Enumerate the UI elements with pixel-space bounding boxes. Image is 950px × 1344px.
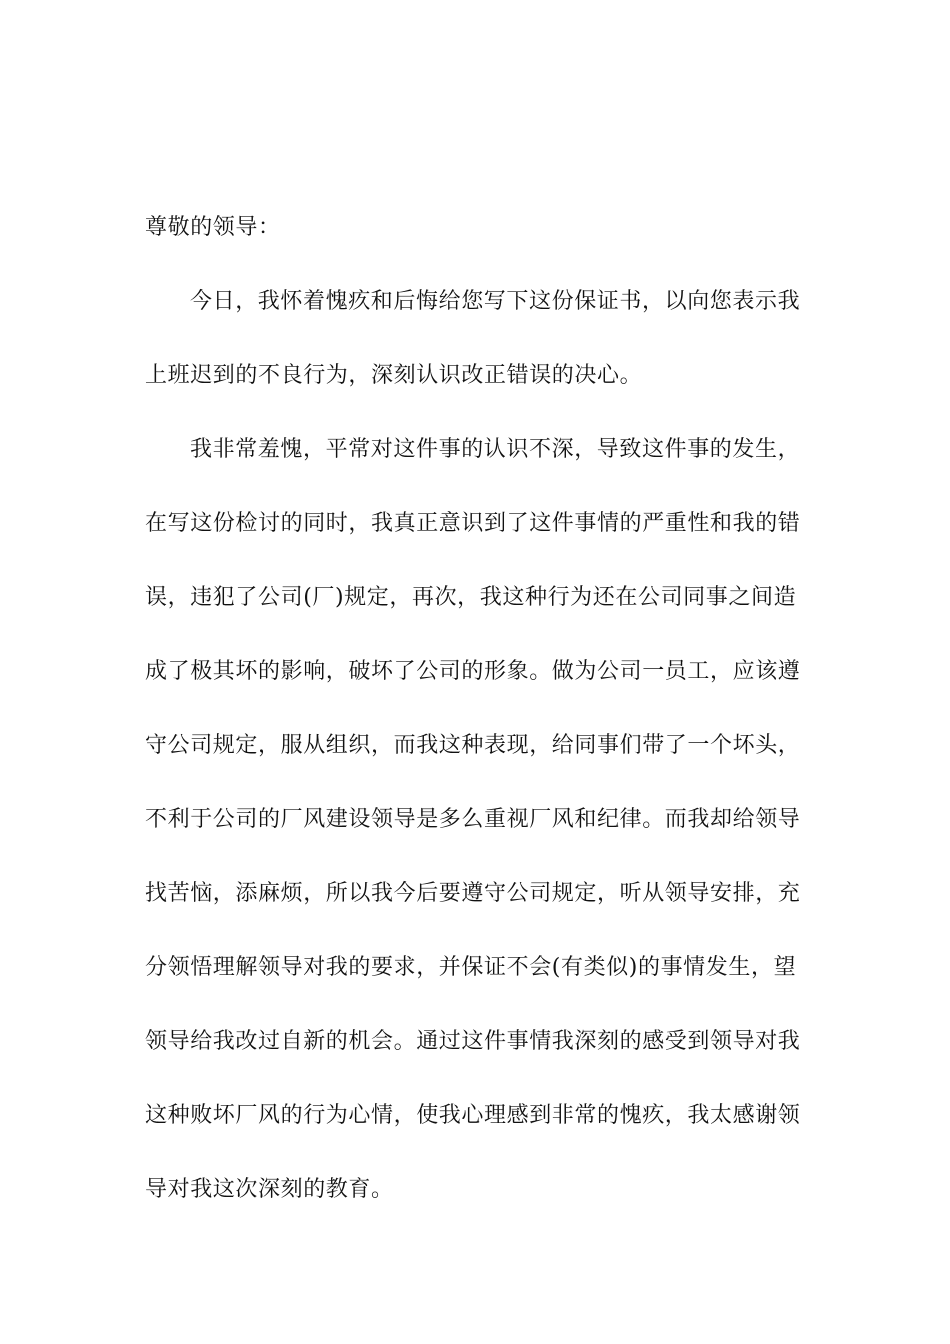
paragraph-2-line-3: 误，违犯了公司(厂)规定，再次，我这种行为还在公司同事之间造 [145, 585, 797, 610]
paragraph-2-line-8: 分领悟理解领导对我的要求，并保证不会(有类似)的事情发生，望 [145, 955, 797, 980]
salutation: 尊敬的领导： [145, 215, 281, 240]
paragraph-2-line-11: 导对我这次深刻的教育。 [145, 1177, 394, 1202]
paragraph-1-line-2: 上班迟到的不良行为，深刻认识改正错误的决心。 [145, 363, 643, 388]
paragraph-2-line-6: 不利于公司的厂风建设领导是多么重视厂风和纪律。而我却给领导 [145, 807, 801, 832]
paragraph-2-line-9: 领导给我改过自新的机会。通过这件事情我深刻的感受到领导对我 [145, 1029, 801, 1054]
paragraph-2-line-4: 成了极其坏的影响，破坏了公司的形象。做为公司一员工，应该遵 [145, 659, 801, 684]
paragraph-2-line-10: 这种败坏厂风的行为心情，使我心理感到非常的愧疚，我太感谢领 [145, 1103, 801, 1128]
paragraph-2-line-2: 在写这份检讨的同时，我真正意识到了这件事情的严重性和我的错 [145, 511, 801, 536]
paragraph-2-line-5: 守公司规定，服从组织，而我这种表现，给同事们带了一个坏头， [145, 733, 801, 758]
paragraph-2-line-1: 我非常羞愧，平常对这件事的认识不深，导致这件事的发生， [190, 437, 801, 462]
paragraph-2-line-7: 找苦恼，添麻烦，所以我今后要遵守公司规定，听从领导安排，充 [145, 881, 801, 906]
paragraph-1-line-1: 今日，我怀着愧疚和后悔给您写下这份保证书，以向您表示我 [190, 289, 801, 314]
